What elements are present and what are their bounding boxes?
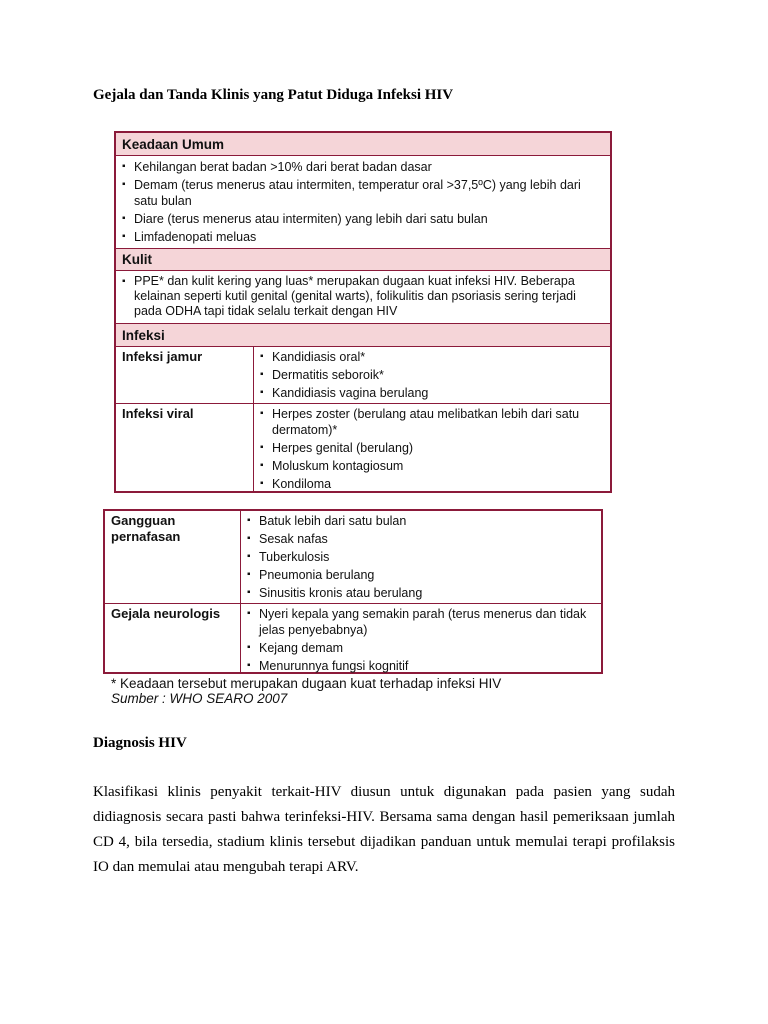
list-item: ▪ Dermatitis seboroik* bbox=[260, 367, 604, 383]
list-item: ▪ Demam (terus menerus atau intermiten, temperatur oral >37,5ºC) yang lebih dari satu bulan bbox=[122, 177, 604, 209]
table-row bbox=[116, 404, 610, 491]
list-item: ▪ Kandidiasis oral* bbox=[260, 349, 604, 365]
list-item: ▪ Sinusitis kronis atau berulang bbox=[247, 585, 595, 601]
footnote-text: * Keadaan tersebut merupakan dugaan kuat terhadap infeksi HIV bbox=[111, 676, 502, 691]
section-body-kulit bbox=[116, 271, 610, 324]
source-citation: Sumber : WHO SEARO 2007 bbox=[111, 691, 288, 706]
list-item: ▪ Menurunnya fungsi kognitif bbox=[247, 658, 595, 674]
list-item: ▪ Kehilangan berat badan >10% dari berat badan dasar bbox=[122, 159, 604, 175]
list-item: ▪ Kejang demam bbox=[247, 640, 595, 656]
row-label: Infeksi viral bbox=[116, 404, 254, 491]
section-header-infeksi: Infeksi bbox=[116, 324, 610, 347]
list-item: ▪ Moluskum kontagiosum bbox=[260, 458, 604, 474]
table-footnote bbox=[111, 676, 501, 706]
row-label: Infeksi jamur bbox=[116, 347, 254, 403]
section-header-kulit: Kulit bbox=[116, 249, 610, 271]
list-item: ▪ Sesak nafas bbox=[247, 531, 595, 547]
page-title: Gejala dan Tanda Klinis yang Patut Diduga Infeksi HIV bbox=[93, 87, 454, 103]
list-item: ▪ Pneumonia berulang bbox=[247, 567, 595, 583]
list-item: ▪ Nyeri kepala yang semakin parah (terus menerus dan tidak jelas penyebabnya) bbox=[247, 606, 595, 638]
clinical-signs-table bbox=[114, 131, 612, 493]
section-header-keadaan-umum: Keadaan Umum bbox=[116, 133, 610, 156]
list-item: ▪ Herpes genital (berulang) bbox=[260, 440, 604, 456]
section-heading-diagnosis: Diagnosis HIV bbox=[93, 735, 187, 751]
list-item: ▪ Kondiloma bbox=[260, 476, 604, 492]
table-row bbox=[105, 511, 601, 604]
list-item: ▪ Limfadenopati meluas bbox=[122, 229, 604, 245]
list-item: ▪ Batuk lebih dari satu bulan bbox=[247, 513, 595, 529]
kulit-text: ▪ PPE* dan kulit kering yang luas* merupakan dugaan kuat infeksi HIV. Beberapa kelainan seperti kutil genital (genital warts), folikulitis dan psoriasis sering terjadi pada ODHA tapi tidak selalu terkait dengan HIV bbox=[122, 274, 604, 319]
section-body-keadaan-umum bbox=[116, 156, 610, 249]
list-item: ▪ Tuberkulosis bbox=[247, 549, 595, 565]
row-label: Gangguan pernafasan bbox=[105, 511, 241, 603]
list-item: ▪ Diare (terus menerus atau intermiten) yang lebih dari satu bulan bbox=[122, 211, 604, 227]
list-item: ▪ Kandidiasis vagina berulang bbox=[260, 385, 604, 401]
clinical-signs-table-continued bbox=[103, 509, 603, 674]
table-row bbox=[116, 347, 610, 404]
row-label: Gejala neurologis bbox=[105, 604, 241, 672]
list-item: ▪ Herpes zoster (berulang atau melibatkan lebih dari satu dermatom)* bbox=[260, 406, 604, 438]
diagnosis-paragraph: Klasifikasi klinis penyakit terkait-HIV diusun untuk digunakan pada pasien yang sudah didiagnosis secara pasti bahwa terinfeksi-HIV. Bersama sama dengan hasil pemeriksaan jumlah CD 4, bila tersedia, stadium klinis tersebut dijadikan panduan untuk memulai terapi profilaksis IO dan memulai atau mengubah terapi ARV. bbox=[93, 784, 675, 875]
table-row bbox=[105, 604, 601, 672]
